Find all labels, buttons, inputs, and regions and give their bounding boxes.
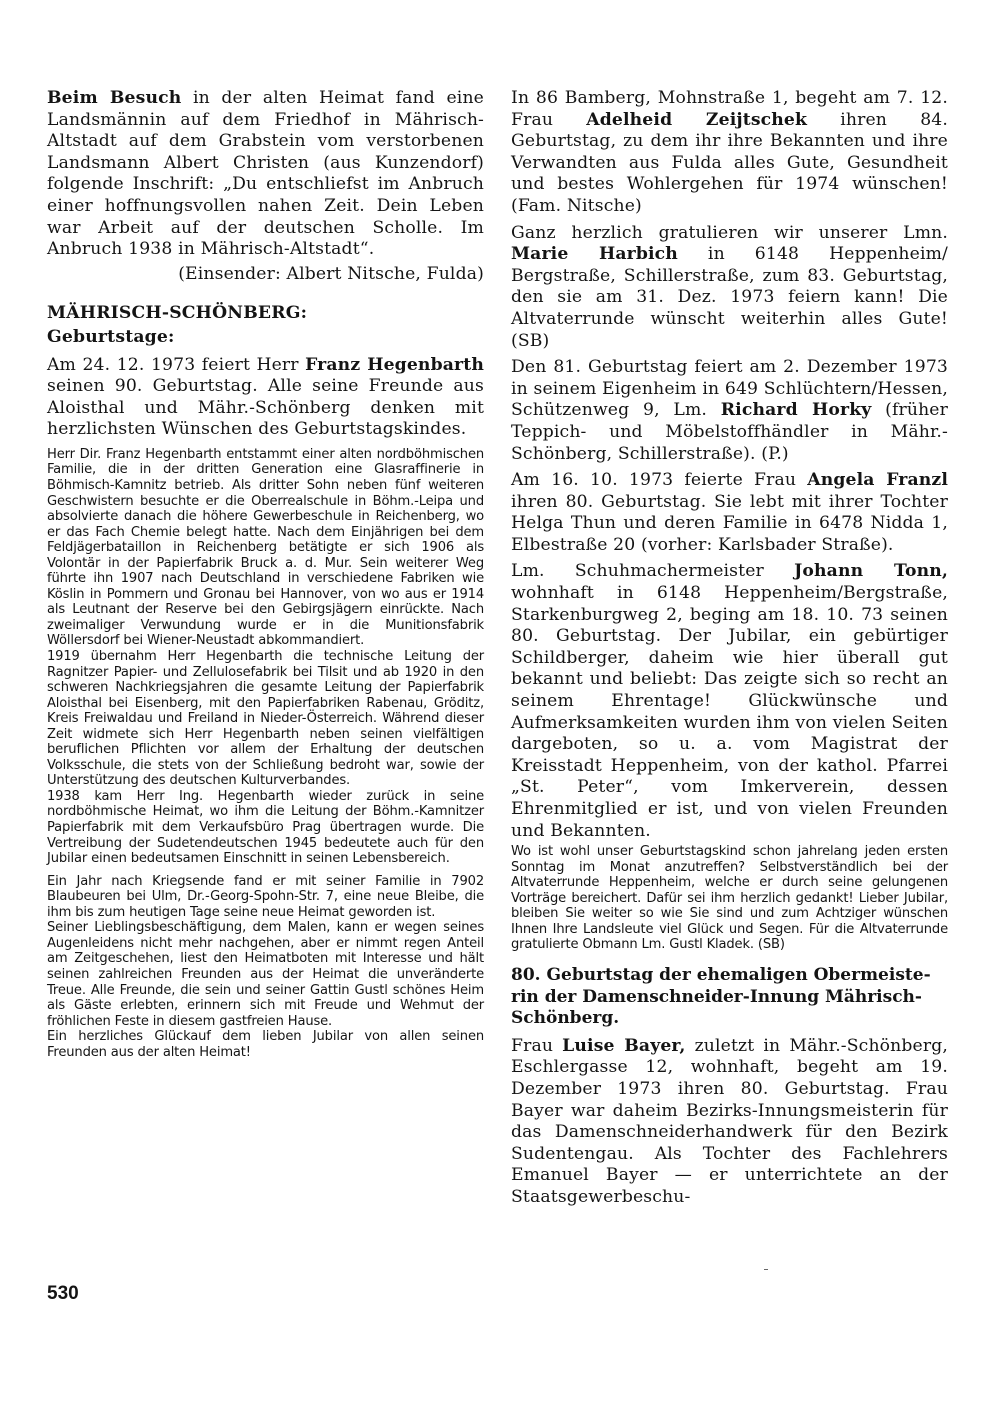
hegenbarth-bio-3: 1938 kam Herr Ing. Hegenbarth wieder zurück in seine nordböhmische Heimat, wo ihm die Leitung der Böhm.-Kamnitzer Papierfabrik mit dem Verkaufsbüro Prag übertragen wurde. Die Vertreibung der Sudetendeutschen 1945 bedeutete auch für den Jubilar einen bedeutsamen Einschnitt in seinen Lebensbereich. xyxy=(47,788,484,867)
harbich-post: in 6148 Heppenheim/ Bergstraße, Schillerstraße, zum 83. Geburtstag, den sie am 31. Dez. 1973 feiern kann! Die Altvaterrunde wünscht weiterhin alles Gute! (SB) xyxy=(511,244,948,351)
harbich-name: Marie Harbich xyxy=(511,244,678,265)
zeijtschek-name: Adelheid Zeijtschek xyxy=(586,109,808,130)
bayer-name: Luise Bayer, xyxy=(562,1035,686,1056)
page-number: 530 xyxy=(47,1283,79,1304)
hegenbarth-bio-2: 1919 übernahm Herr Hegenbarth die technische Leitung der Ragnitzer Papier- und Zellulosefabrik bei Tilsit und ab 1920 in den schweren Nachkriegsjahren die gesamte Leitung der Papierfabrik Aloisthal bei Eisenberg, mit den Papierfabriken Rabenau, Gröditz, Kreis Freiwaldau und Freiland in Nieder-Österreich. Während dieser Zeit widmete sich Herr Hegenbarth neben seinen vielfältigen beruflichen Pflichten vor allem der Erhaltung der deutschen Volksschule, die stets von der Schließung bedroht war, sowie der Unterstützung des deutschen Kulturverbandes. xyxy=(47,649,484,789)
horky-pre: Den 81. Geburtstag feiert am 2. Dezember 1973 in seinem Eigenheim in 649 Schlüchtern/Hessen, Schützenweg 9, Lm. xyxy=(511,357,948,421)
tonn-paragraph xyxy=(511,561,948,842)
hegenbarth-bio-4: Ein Jahr nach Kriegsende fand er mit seiner Familie in 7902 Blaubeuren bei Ulm, Dr.-Georg-Spohn-Str. 7, eine neue Bleibe, die ihm bis zum heutigen Tage seine neue Heimat geworden ist. xyxy=(47,873,484,920)
bayer-paragraph xyxy=(511,1036,948,1209)
bayer-pre: Frau xyxy=(511,1035,563,1056)
horky-paragraph xyxy=(511,357,948,465)
intro-lead: Beim Besuch xyxy=(47,88,182,108)
harbich-paragraph xyxy=(511,223,948,353)
print-speck xyxy=(764,1269,768,1270)
hegenbarth-bio-1: Herr Dir. Franz Hegenbarth entstammt einer alten nordböhmischen Familie, die in der dritten Generation eine Glasraffinerie in Böhmisch-Kamnitz betrieb. Als dritter Sohn neben fünf weiteren Geschwistern besuchte er die Oberrealschule in Böhm.-Leipa und absolvierte danach die höhere Gewerbeschule in Reichenberg, wo er das Fach Chemie belegt hatte. Nach dem Einjährigen bei dem Feldjägerbataillon in Reichenberg betätigte er sich 1906 als Volontär in der Papierfabrik Bruck a. d. Mur. Sein weiterer Weg führte ihn 1907 nach Deutschland in verschiedene Fabriken wie Köslin in Pommern und Gronau bei Hannover, von wo aus er 1914 als Leutnant der Reserve bei den Gebirgsjägern einrückte. Nach zweimaliger Verwundung wurde er in die Munitionsfabrik Wöllersdorf bei Wiener-Neustadt abkommandiert. xyxy=(47,446,484,649)
hegenbarth-pre: Am 24. 12. 1973 feiert Herr xyxy=(47,354,306,375)
hegenbarth-paragraph xyxy=(47,355,484,441)
tonn-post: wohnhaft in 6148 Heppenheim/Bergstraße, Starkenburgweg 2, beging am 18. 10. 73 seinen 80. Geburtstag. Der Jubilar, ein gebürtiger Schildberger, daheim wie hier überall gut bekannt und beliebt: Das zeigte sich so recht an seinem Ehrentage! Glückwünsche und Aufmerksamkeiten wurden ihm von vielen Seiten dargeboten, so u. a. vom Magistrat der Kreisstadt Heppenheim, von der kathol. Pfarrei „St. Peter“, vom Imkerverein, dessen Ehrenmitglied er ist, und von vielen Freunden und Bekannten. xyxy=(511,583,948,841)
intro-text: in der alten Heimat fand eine Landsmännin auf dem Friedhof in Mährisch-Altstadt auf dem Grabstein vom verstorbenen Landsmann Albert Christen (aus Kunzendorf) folgende Inschrift: „Du entschliefst im Anbruch einer hoffnungsvollen nahen Zeit. Dein Leben war Arbeit auf der deutschen Scholle. Im Anbruch 1938 in Mährisch-Altstadt“. xyxy=(47,88,484,260)
franzl-pre: Am 16. 10. 1973 feierte Frau xyxy=(511,470,808,491)
horky-post: (früher Teppich- und Möbelstoffhändler in Mähr.-Schönberg, Schillerstraße). (P.) xyxy=(511,400,948,464)
intro-paragraph xyxy=(47,88,484,261)
region-heading: MÄHRISCH-SCHÖNBERG: xyxy=(47,303,308,324)
zeijtschek-post: ihren 84. Geburtstag, zu dem ihr ihre Bekannten und ihre Verwandten aus Fulda alles Gute, Gesundheit und bestes Wohlergehen für 1974 wünschen! (Fam. Nitsche) xyxy=(511,109,948,216)
left-column xyxy=(47,88,484,1060)
zeijtschek-pre: In 86 Bamberg, Mohnstraße 1, begeht am 7. 12. Frau xyxy=(511,88,948,130)
tonn-name: Johann Tonn, xyxy=(794,561,948,582)
section-heading: Geburtstage: xyxy=(47,326,175,347)
hegenbarth-bio-6: Ein herzliches Glückauf dem lieben Jubilar von allen seinen Freunden aus der alten Heimat! xyxy=(47,1029,484,1060)
tonn-pre: Lm. Schuhmachermeister xyxy=(511,561,795,582)
hegenbarth-bio-5: Seiner Lieblingsbeschäftigung, dem Malen, kann er wegen seines Augenleidens nicht mehr nachgehen, aber er nimmt regen Anteil am Zeitgeschehen, liest den Heimatboten mit Interesse und hält seinen zahlreichen Freunden aus der Heimat die unveränderte Treue. Alle Freunde, die sein und seiner Gattin Gustl schönes Heim als Gäste erlebten, erinnern sich mit Freude und Wehmut der fröhlichen Feste in diesem gastfreien Hause. xyxy=(47,920,484,1029)
franzl-post: ihren 80. Geburtstag. Sie lebt mit ihrer Tochter Helga Thun und deren Familie in 6478 Nidda 1, Elbestraße 20 (vorher: Karlsbader Straße). xyxy=(511,491,948,555)
intro-sender: (Einsender: Albert Nitsche, Fulda) xyxy=(178,263,484,284)
franzl-name: Angela Franzl xyxy=(807,470,949,491)
hegenbarth-name: Franz Hegenbarth xyxy=(305,354,484,375)
bayer-heading: 80. Geburtstag der ehemaligen Obermeisterin der Damenschneider-Innung Mährisch-Schönberg. xyxy=(511,965,931,1029)
tonn-small-paragraph: Wo ist wohl unser Geburtstagskind schon jahrelang jeden ersten Sonntag im Monat anzutreffen? Selbstverständlich bei der Altvaterrunde Heppenheim, welche er durch seine gelungenen Vorträge bereichert. Dafür sei ihm herzlich gedankt! Lieber Jubilar, bleiben Sie weiter so wie Sie sind und zum Achtziger wünschen Ihnen Ihre Landsleute viel Glück und Segen. Für die Altvaterrunde gratulierte Obmann Lm. Gustl Kladek. (SB) xyxy=(511,844,948,953)
bayer-post: zuletzt in Mähr.-Schönberg, Eschlergasse 12, wohnhaft, begeht am 19. Dezember 1973 ihren 80. Geburtstag. Frau Bayer war daheim Bezirks-Innungsmeisterin für das Damenschneiderhandwerk für den Bezirk Sudentengau. Als Tochter des Fachlehrers Emanuel Bayer — er unterrichtete an der Staatsgewerbeschu- xyxy=(511,1035,949,1207)
harbich-pre: Ganz herzlich gratulieren wir unserer Lmn. xyxy=(511,222,948,243)
zeijtschek-paragraph xyxy=(511,88,948,218)
right-column xyxy=(511,88,948,1214)
horky-name: Richard Horky xyxy=(720,400,872,421)
franzl-paragraph xyxy=(511,470,948,556)
hegenbarth-post: seinen 90. Geburtstag. Alle seine Freunde aus Aloisthal und Mähr.-Schönberg denken mit herzlichsten Wünschen des Geburtstagskindes. xyxy=(47,376,484,440)
